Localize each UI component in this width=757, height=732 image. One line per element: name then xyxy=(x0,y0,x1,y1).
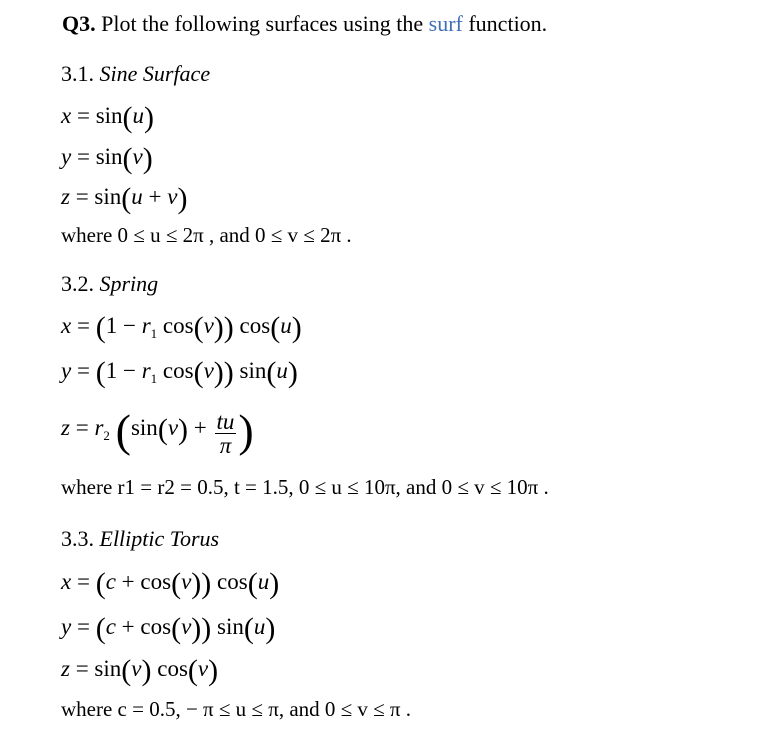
where-clause-spring: where r1 = r2 = 0.5, t = 1.5, 0 ≤ u ≤ 10π, and 0 ≤ v ≤ 10π . xyxy=(61,475,549,499)
question-text-before: Plot the following surfaces using the xyxy=(101,11,424,36)
question-text-after: function. xyxy=(468,11,548,36)
equation-sine-z: z = sin(u + v) xyxy=(61,182,188,215)
equation-spring-x: $x = (1 - r_1$ cos(v)) cos(u) xyxy=(61,311,302,344)
equation-torus-x: x = (c + cos(v)) cos(u) xyxy=(61,567,280,600)
question-number: Q3. xyxy=(62,11,96,36)
equation-torus-y: y = (c + cos(v)) sin(u) xyxy=(61,612,276,645)
section-title-spring: 3.2. Spring xyxy=(61,271,159,296)
equation-spring-z: $z = r_2$ (sin(v) + $\frac{tu}{\pi}$ ) xyxy=(61,405,254,458)
equation-sine-y: y = sin(v) xyxy=(61,142,153,175)
surf-keyword: surf xyxy=(428,11,463,36)
section-title-torus: 3.3. Elliptic Torus xyxy=(61,526,220,551)
where-clause-torus: where c = 0.5, − π ≤ u ≤ π, and 0 ≤ v ≤ π . xyxy=(61,697,412,721)
equation-torus-z: z = sin(v) cos(v) xyxy=(61,654,219,687)
question-heading xyxy=(62,11,547,37)
section-title-sine: 3.1. Sine Surface xyxy=(61,61,211,86)
where-clause-sine: where 0 ≤ u ≤ 2π , and 0 ≤ v ≤ 2π . xyxy=(61,223,352,247)
equation-spring-y: $y = (1 - r_1$ cos(v)) sin(u) xyxy=(61,356,298,389)
equation-sine-x: x = sin(u) xyxy=(61,101,155,134)
